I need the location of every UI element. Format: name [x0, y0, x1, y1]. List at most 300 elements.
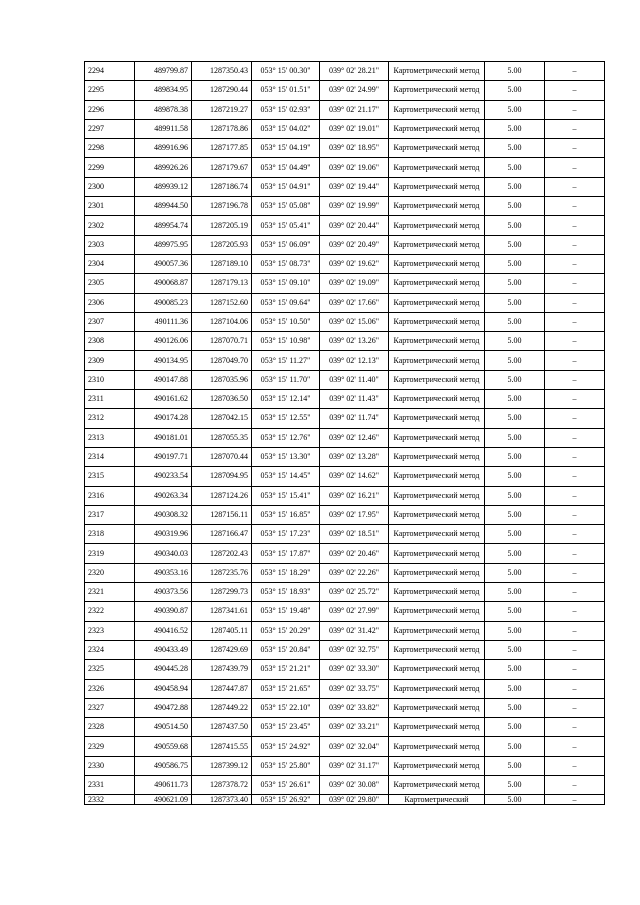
method-cell: Картометрический метод [389, 525, 485, 544]
y-coordinate-cell: 1287205.93 [192, 235, 252, 254]
latitude-cell: 053° 15' 04.02" [252, 119, 320, 138]
method-cell: Картометрический метод [389, 563, 485, 582]
point-number-cell: 2302 [85, 216, 135, 235]
x-coordinate-cell: 490147.88 [135, 370, 192, 389]
latitude-cell: 053° 15' 10.50" [252, 312, 320, 331]
y-coordinate-cell: 1287437.50 [192, 718, 252, 737]
latitude-cell: 053° 15' 08.73" [252, 254, 320, 273]
latitude-cell: 053° 15' 18.29" [252, 563, 320, 582]
latitude-cell: 053° 15' 17.87" [252, 544, 320, 563]
method-cell: Картометрический метод [389, 660, 485, 679]
y-coordinate-cell: 1287179.13 [192, 274, 252, 293]
x-coordinate-cell: 490174.28 [135, 409, 192, 428]
latitude-cell: 053° 15' 04.49" [252, 158, 320, 177]
latitude-cell: 053° 15' 14.45" [252, 467, 320, 486]
x-coordinate-cell: 489944.50 [135, 197, 192, 216]
x-coordinate-cell: 489878.38 [135, 100, 192, 119]
table-row [85, 583, 605, 602]
longitude-cell: 039° 02' 30.08" [320, 775, 389, 794]
accuracy-cell: 5.00 [485, 216, 545, 235]
accuracy-cell: 5.00 [485, 583, 545, 602]
x-coordinate-cell: 489954.74 [135, 216, 192, 235]
point-number-cell: 2326 [85, 679, 135, 698]
x-coordinate-cell: 490514.50 [135, 718, 192, 737]
latitude-cell: 053° 15' 20.29" [252, 621, 320, 640]
description-cell: – [545, 602, 605, 621]
y-coordinate-cell: 1287429.69 [192, 640, 252, 659]
accuracy-cell: 5.00 [485, 660, 545, 679]
longitude-cell: 039° 02' 32.75" [320, 640, 389, 659]
point-number-cell: 2297 [85, 119, 135, 138]
x-coordinate-cell: 490319.96 [135, 525, 192, 544]
table-row [85, 447, 605, 466]
latitude-cell: 053° 15' 22.10" [252, 698, 320, 717]
y-coordinate-cell: 1287070.71 [192, 332, 252, 351]
x-coordinate-cell: 490390.87 [135, 602, 192, 621]
method-cell: Картометрический метод [389, 119, 485, 138]
accuracy-cell: 5.00 [485, 197, 545, 216]
latitude-cell: 053° 15' 10.98" [252, 332, 320, 351]
point-number-cell: 2318 [85, 525, 135, 544]
x-coordinate-cell: 490472.88 [135, 698, 192, 717]
longitude-cell: 039° 02' 14.62" [320, 467, 389, 486]
point-number-cell: 2308 [85, 332, 135, 351]
latitude-cell: 053° 15' 05.08" [252, 197, 320, 216]
accuracy-cell: 5.00 [485, 62, 545, 81]
y-coordinate-cell: 1287186.74 [192, 177, 252, 196]
description-cell: – [545, 274, 605, 293]
method-cell: Картометрический метод [389, 254, 485, 273]
point-number-cell: 2304 [85, 254, 135, 273]
longitude-cell: 039° 02' 25.72" [320, 583, 389, 602]
latitude-cell: 053° 15' 02.93" [252, 100, 320, 119]
longitude-cell: 039° 02' 18.51" [320, 525, 389, 544]
table-row [85, 795, 605, 805]
method-cell: Картометрический метод [389, 216, 485, 235]
longitude-cell: 039° 02' 29.80" [320, 795, 389, 805]
description-cell: – [545, 737, 605, 756]
y-coordinate-cell: 1287094.95 [192, 467, 252, 486]
x-coordinate-cell: 490373.56 [135, 583, 192, 602]
y-coordinate-cell: 1287449.22 [192, 698, 252, 717]
point-number-cell: 2332 [85, 795, 135, 805]
latitude-cell: 053° 15' 12.14" [252, 390, 320, 409]
description-cell: – [545, 119, 605, 138]
description-cell: – [545, 293, 605, 312]
longitude-cell: 039° 02' 33.21" [320, 718, 389, 737]
latitude-cell: 053° 15' 20.84" [252, 640, 320, 659]
table-row [85, 177, 605, 196]
description-cell: – [545, 158, 605, 177]
longitude-cell: 039° 02' 19.99" [320, 197, 389, 216]
point-number-cell: 2329 [85, 737, 135, 756]
method-cell: Картометрический метод [389, 544, 485, 563]
method-cell: Картометрический метод [389, 235, 485, 254]
x-coordinate-cell: 490611.73 [135, 775, 192, 794]
description-cell: – [545, 62, 605, 81]
method-cell: Картометрический метод [389, 737, 485, 756]
longitude-cell: 039° 02' 18.95" [320, 139, 389, 158]
table-row [85, 293, 605, 312]
longitude-cell: 039° 02' 27.99" [320, 602, 389, 621]
point-number-cell: 2309 [85, 351, 135, 370]
table-row [85, 737, 605, 756]
longitude-cell: 039° 02' 33.82" [320, 698, 389, 717]
x-coordinate-cell: 489834.95 [135, 81, 192, 100]
point-number-cell: 2306 [85, 293, 135, 312]
y-coordinate-cell: 1287290.44 [192, 81, 252, 100]
point-number-cell: 2307 [85, 312, 135, 331]
method-cell: Картометрический метод [389, 293, 485, 312]
table-row [85, 775, 605, 794]
point-number-cell: 2323 [85, 621, 135, 640]
table-row [85, 216, 605, 235]
x-coordinate-cell: 490353.16 [135, 563, 192, 582]
table-row [85, 351, 605, 370]
x-coordinate-cell: 490621.09 [135, 795, 192, 805]
table-row [85, 486, 605, 505]
description-cell: – [545, 409, 605, 428]
latitude-cell: 053° 15' 11.27" [252, 351, 320, 370]
latitude-cell: 053° 15' 09.10" [252, 274, 320, 293]
longitude-cell: 039° 02' 16.21" [320, 486, 389, 505]
point-number-cell: 2314 [85, 447, 135, 466]
description-cell: – [545, 679, 605, 698]
method-cell: Картометрический метод [389, 775, 485, 794]
x-coordinate-cell: 490458.94 [135, 679, 192, 698]
point-number-cell: 2317 [85, 505, 135, 524]
description-cell: – [545, 81, 605, 100]
method-cell: Картометрический метод [389, 428, 485, 447]
latitude-cell: 053° 15' 09.64" [252, 293, 320, 312]
method-cell: Картометрический метод [389, 81, 485, 100]
method-cell: Картометрический метод [389, 640, 485, 659]
accuracy-cell: 5.00 [485, 679, 545, 698]
accuracy-cell: 5.00 [485, 409, 545, 428]
x-coordinate-cell: 490559.68 [135, 737, 192, 756]
longitude-cell: 039° 02' 21.17" [320, 100, 389, 119]
point-number-cell: 2325 [85, 660, 135, 679]
table-row [85, 390, 605, 409]
accuracy-cell: 5.00 [485, 544, 545, 563]
y-coordinate-cell: 1287124.26 [192, 486, 252, 505]
longitude-cell: 039° 02' 22.26" [320, 563, 389, 582]
table-row [85, 660, 605, 679]
point-number-cell: 2324 [85, 640, 135, 659]
accuracy-cell: 5.00 [485, 254, 545, 273]
description-cell: – [545, 428, 605, 447]
y-coordinate-cell: 1287178.86 [192, 119, 252, 138]
description-cell: – [545, 795, 605, 805]
coordinates-document [84, 61, 604, 805]
x-coordinate-cell: 490433.49 [135, 640, 192, 659]
longitude-cell: 039° 02' 20.46" [320, 544, 389, 563]
table-row [85, 100, 605, 119]
y-coordinate-cell: 1287350.43 [192, 62, 252, 81]
table-row [85, 158, 605, 177]
longitude-cell: 039° 02' 12.46" [320, 428, 389, 447]
description-cell: – [545, 197, 605, 216]
y-coordinate-cell: 1287035.96 [192, 370, 252, 389]
table-row [85, 332, 605, 351]
latitude-cell: 053° 15' 26.61" [252, 775, 320, 794]
coordinates-table [84, 61, 605, 805]
accuracy-cell: 5.00 [485, 390, 545, 409]
longitude-cell: 039° 02' 17.66" [320, 293, 389, 312]
latitude-cell: 053° 15' 06.09" [252, 235, 320, 254]
accuracy-cell: 5.00 [485, 756, 545, 775]
description-cell: – [545, 621, 605, 640]
table-row [85, 544, 605, 563]
y-coordinate-cell: 1287439.79 [192, 660, 252, 679]
x-coordinate-cell: 490340.03 [135, 544, 192, 563]
table-row [85, 254, 605, 273]
y-coordinate-cell: 1287070.44 [192, 447, 252, 466]
point-number-cell: 2298 [85, 139, 135, 158]
description-cell: – [545, 505, 605, 524]
point-number-cell: 2300 [85, 177, 135, 196]
method-cell: Картометрический метод [389, 756, 485, 775]
description-cell: – [545, 447, 605, 466]
table-row [85, 698, 605, 717]
method-cell: Картометрический метод [389, 486, 485, 505]
method-cell: Картометрический метод [389, 332, 485, 351]
longitude-cell: 039° 02' 19.01" [320, 119, 389, 138]
y-coordinate-cell: 1287373.40 [192, 795, 252, 805]
table-row [85, 563, 605, 582]
method-cell: Картометрический метод [389, 621, 485, 640]
description-cell: – [545, 254, 605, 273]
accuracy-cell: 5.00 [485, 312, 545, 331]
description-cell: – [545, 312, 605, 331]
y-coordinate-cell: 1287152.60 [192, 293, 252, 312]
x-coordinate-cell: 490197.71 [135, 447, 192, 466]
accuracy-cell: 5.00 [485, 467, 545, 486]
latitude-cell: 053° 15' 00.30" [252, 62, 320, 81]
longitude-cell: 039° 02' 12.13" [320, 351, 389, 370]
longitude-cell: 039° 02' 11.43" [320, 390, 389, 409]
table-row [85, 756, 605, 775]
description-cell: – [545, 139, 605, 158]
point-number-cell: 2321 [85, 583, 135, 602]
y-coordinate-cell: 1287042.15 [192, 409, 252, 428]
table-row [85, 312, 605, 331]
description-cell: – [545, 775, 605, 794]
latitude-cell: 053° 15' 13.30" [252, 447, 320, 466]
latitude-cell: 053° 15' 24.92" [252, 737, 320, 756]
coordinates-table-body [85, 62, 605, 805]
longitude-cell: 039° 02' 11.40" [320, 370, 389, 389]
table-row [85, 119, 605, 138]
table-row [85, 505, 605, 524]
point-number-cell: 2296 [85, 100, 135, 119]
point-number-cell: 2310 [85, 370, 135, 389]
table-row [85, 197, 605, 216]
description-cell: – [545, 370, 605, 389]
method-cell: Картометрический метод [389, 583, 485, 602]
accuracy-cell: 5.00 [485, 621, 545, 640]
point-number-cell: 2301 [85, 197, 135, 216]
table-row [85, 428, 605, 447]
latitude-cell: 053° 15' 21.21" [252, 660, 320, 679]
table-row [85, 62, 605, 81]
description-cell: – [545, 177, 605, 196]
accuracy-cell: 5.00 [485, 235, 545, 254]
table-row [85, 81, 605, 100]
method-cell: Картометрический метод [389, 197, 485, 216]
description-cell: – [545, 235, 605, 254]
description-cell: – [545, 390, 605, 409]
y-coordinate-cell: 1287399.12 [192, 756, 252, 775]
point-number-cell: 2328 [85, 718, 135, 737]
method-cell: Картометрический метод [389, 390, 485, 409]
longitude-cell: 039° 02' 19.44" [320, 177, 389, 196]
longitude-cell: 039° 02' 20.49" [320, 235, 389, 254]
description-cell: – [545, 756, 605, 775]
point-number-cell: 2299 [85, 158, 135, 177]
description-cell: – [545, 698, 605, 717]
x-coordinate-cell: 490111.36 [135, 312, 192, 331]
accuracy-cell: 5.00 [485, 447, 545, 466]
longitude-cell: 039° 02' 20.44" [320, 216, 389, 235]
x-coordinate-cell: 489911.58 [135, 119, 192, 138]
accuracy-cell: 5.00 [485, 563, 545, 582]
longitude-cell: 039° 02' 13.26" [320, 332, 389, 351]
method-cell: Картометрический метод [389, 351, 485, 370]
x-coordinate-cell: 489975.95 [135, 235, 192, 254]
y-coordinate-cell: 1287196.78 [192, 197, 252, 216]
longitude-cell: 039° 02' 15.06" [320, 312, 389, 331]
table-row [85, 467, 605, 486]
longitude-cell: 039° 02' 31.17" [320, 756, 389, 775]
method-cell: Картометрический метод [389, 467, 485, 486]
y-coordinate-cell: 1287166.47 [192, 525, 252, 544]
method-cell: Картометрический метод [389, 370, 485, 389]
y-coordinate-cell: 1287415.55 [192, 737, 252, 756]
method-cell: Картометрический метод [389, 602, 485, 621]
accuracy-cell: 5.00 [485, 351, 545, 370]
latitude-cell: 053° 15' 25.80" [252, 756, 320, 775]
accuracy-cell: 5.00 [485, 370, 545, 389]
accuracy-cell: 5.00 [485, 775, 545, 794]
y-coordinate-cell: 1287202.43 [192, 544, 252, 563]
latitude-cell: 053° 15' 26.92" [252, 795, 320, 805]
y-coordinate-cell: 1287049.70 [192, 351, 252, 370]
accuracy-cell: 5.00 [485, 100, 545, 119]
longitude-cell: 039° 02' 11.74" [320, 409, 389, 428]
point-number-cell: 2320 [85, 563, 135, 582]
latitude-cell: 053° 15' 05.41" [252, 216, 320, 235]
table-row [85, 139, 605, 158]
longitude-cell: 039° 02' 19.62" [320, 254, 389, 273]
point-number-cell: 2327 [85, 698, 135, 717]
accuracy-cell: 5.00 [485, 737, 545, 756]
method-cell: Картометрический метод [389, 409, 485, 428]
accuracy-cell: 5.00 [485, 274, 545, 293]
x-coordinate-cell: 490445.28 [135, 660, 192, 679]
longitude-cell: 039° 02' 17.95" [320, 505, 389, 524]
x-coordinate-cell: 489799.87 [135, 62, 192, 81]
point-number-cell: 2322 [85, 602, 135, 621]
description-cell: – [545, 718, 605, 737]
y-coordinate-cell: 1287235.76 [192, 563, 252, 582]
x-coordinate-cell: 490126.06 [135, 332, 192, 351]
y-coordinate-cell: 1287447.87 [192, 679, 252, 698]
longitude-cell: 039° 02' 32.04" [320, 737, 389, 756]
latitude-cell: 053° 15' 18.93" [252, 583, 320, 602]
description-cell: – [545, 563, 605, 582]
description-cell: – [545, 216, 605, 235]
table-row [85, 718, 605, 737]
latitude-cell: 053° 15' 21.65" [252, 679, 320, 698]
x-coordinate-cell: 490586.75 [135, 756, 192, 775]
y-coordinate-cell: 1287405.11 [192, 621, 252, 640]
latitude-cell: 053° 15' 23.45" [252, 718, 320, 737]
point-number-cell: 2319 [85, 544, 135, 563]
point-number-cell: 2295 [85, 81, 135, 100]
latitude-cell: 053° 15' 04.91" [252, 177, 320, 196]
x-coordinate-cell: 489916.96 [135, 139, 192, 158]
method-cell: Картометрический метод [389, 139, 485, 158]
longitude-cell: 039° 02' 33.30" [320, 660, 389, 679]
x-coordinate-cell: 490057.36 [135, 254, 192, 273]
latitude-cell: 053° 15' 12.76" [252, 428, 320, 447]
x-coordinate-cell: 490134.95 [135, 351, 192, 370]
table-row [85, 525, 605, 544]
point-number-cell: 2305 [85, 274, 135, 293]
point-number-cell: 2316 [85, 486, 135, 505]
x-coordinate-cell: 490161.62 [135, 390, 192, 409]
method-cell: Картометрический метод [389, 679, 485, 698]
description-cell: – [545, 100, 605, 119]
y-coordinate-cell: 1287055.35 [192, 428, 252, 447]
x-coordinate-cell: 489926.26 [135, 158, 192, 177]
x-coordinate-cell: 489939.12 [135, 177, 192, 196]
latitude-cell: 053° 15' 11.70" [252, 370, 320, 389]
accuracy-cell: 5.00 [485, 795, 545, 805]
accuracy-cell: 5.00 [485, 332, 545, 351]
accuracy-cell: 5.00 [485, 640, 545, 659]
table-row [85, 679, 605, 698]
method-cell: Картометрический [389, 795, 485, 805]
description-cell: – [545, 467, 605, 486]
y-coordinate-cell: 1287177.85 [192, 139, 252, 158]
point-number-cell: 2315 [85, 467, 135, 486]
y-coordinate-cell: 1287156.11 [192, 505, 252, 524]
accuracy-cell: 5.00 [485, 486, 545, 505]
table-row [85, 602, 605, 621]
latitude-cell: 053° 15' 17.23" [252, 525, 320, 544]
point-number-cell: 2303 [85, 235, 135, 254]
description-cell: – [545, 525, 605, 544]
method-cell: Картометрический метод [389, 177, 485, 196]
x-coordinate-cell: 490068.87 [135, 274, 192, 293]
x-coordinate-cell: 490085.23 [135, 293, 192, 312]
latitude-cell: 053° 15' 12.55" [252, 409, 320, 428]
y-coordinate-cell: 1287205.19 [192, 216, 252, 235]
description-cell: – [545, 486, 605, 505]
latitude-cell: 053° 15' 04.19" [252, 139, 320, 158]
table-row [85, 370, 605, 389]
y-coordinate-cell: 1287179.67 [192, 158, 252, 177]
longitude-cell: 039° 02' 31.42" [320, 621, 389, 640]
accuracy-cell: 5.00 [485, 177, 545, 196]
latitude-cell: 053° 15' 15.41" [252, 486, 320, 505]
longitude-cell: 039° 02' 19.09" [320, 274, 389, 293]
accuracy-cell: 5.00 [485, 505, 545, 524]
point-number-cell: 2331 [85, 775, 135, 794]
accuracy-cell: 5.00 [485, 119, 545, 138]
